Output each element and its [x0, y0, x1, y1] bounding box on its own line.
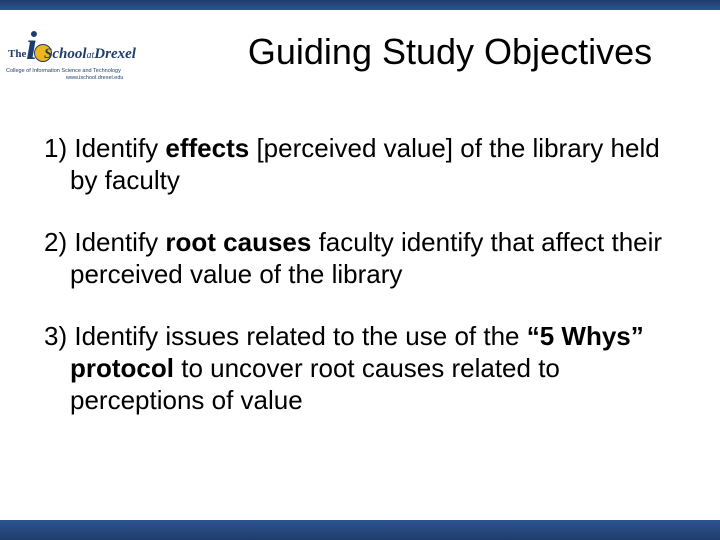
bottom-band [0, 520, 720, 540]
logo-subline-url: www.ischool.drexel.edu [66, 75, 124, 81]
objective-text: faculty identify that affect their perceived value of the library [70, 227, 663, 289]
objective-item [44, 132, 664, 196]
logo-i: i [26, 23, 38, 68]
logo-school: School [44, 46, 87, 62]
objective-emphasis: effects [165, 133, 250, 163]
logo-school-text [44, 46, 136, 63]
logo-at: at [86, 50, 95, 61]
slide-title: Guiding Study Objectives [247, 31, 653, 72]
logo-subline-college: College of Information Science and Technology [6, 68, 121, 74]
objective-text: 3) Identify issues related to the use of the [44, 321, 527, 351]
objective-text: to uncover root causes related to perceptions of value [70, 353, 560, 415]
objective-emphasis: “5 Whys” protocol [70, 321, 644, 383]
objective-item [44, 226, 664, 290]
logo-drexel: Drexel [94, 46, 136, 62]
objective-text: 2) Identify [44, 227, 166, 257]
objectives-list [44, 132, 664, 446]
ischool-drexel-logo [4, 14, 152, 82]
objective-emphasis: root causes [165, 227, 312, 257]
objective-item [44, 320, 664, 416]
logo-the: The [8, 48, 27, 60]
objective-text: 1) Identify [44, 133, 166, 163]
top-band [0, 0, 720, 10]
logo-wordmark [4, 23, 152, 68]
objective-text: [perceived value] of the library held by faculty [70, 133, 660, 195]
